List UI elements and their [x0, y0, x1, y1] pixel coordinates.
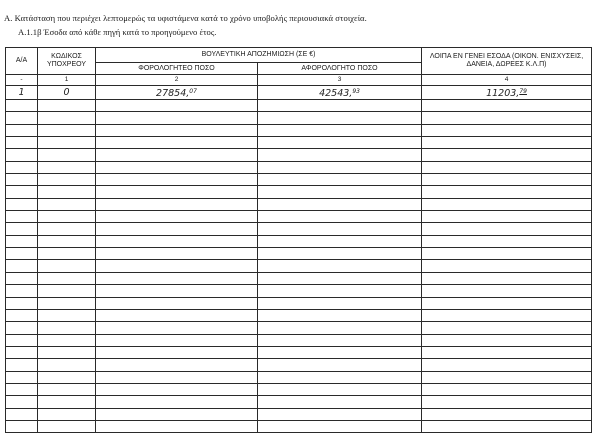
- empty-cell: [96, 137, 258, 149]
- empty-cell: [38, 383, 96, 395]
- column-number-row: [6, 75, 592, 86]
- empty-cell: [6, 112, 38, 124]
- empty-cell: [6, 248, 38, 260]
- empty-cell: [96, 371, 258, 383]
- empty-cell: [422, 100, 592, 112]
- empty-cell: [96, 198, 258, 210]
- empty-cell: [96, 174, 258, 186]
- empty-cell: [38, 124, 96, 136]
- empty-cell: [96, 186, 258, 198]
- empty-cell: [258, 396, 422, 408]
- table-row: [6, 149, 592, 161]
- entry-code: [38, 86, 96, 100]
- empty-cell: [6, 198, 38, 210]
- table-row: [6, 285, 592, 297]
- empty-cell: [422, 371, 592, 383]
- empty-cell: [6, 334, 38, 346]
- header-other-income: ΛΟΙΠΑ ΕΝ ΓΕΝΕΙ ΕΣΟΔΑ (ΟΙΚΟΝ. ΕΝΙΣΧΥΣΕΙΣ, ΔΑΝΕΙΑ, ΔΩΡΕΕΣ Κ.Λ.Π): [422, 48, 592, 75]
- empty-cell: [258, 161, 422, 173]
- empty-cell: [258, 371, 422, 383]
- handwritten-code: 0: [63, 87, 70, 98]
- empty-cell: [258, 137, 422, 149]
- empty-cell: [422, 272, 592, 284]
- empty-cell: [6, 174, 38, 186]
- table-row: [6, 124, 592, 136]
- header-parliament-allowance: ΒΟΥΛΕΥΤΙΚΗ ΑΠΟΖΗΜΙΩΣΗ (ΣΕ €): [96, 48, 422, 63]
- empty-cell: [96, 149, 258, 161]
- subsection-title: A.1.1β Έσοδα από κάθε πηγή κατά το προηγούμενο έτος.: [18, 27, 217, 37]
- empty-cell: [258, 272, 422, 284]
- handwritten-nontaxable-amount: 42543,93: [319, 88, 360, 99]
- handwritten-other-income: 11203,79: [486, 88, 527, 99]
- empty-cell: [422, 297, 592, 309]
- empty-cell: [38, 359, 96, 371]
- empty-cell: [258, 334, 422, 346]
- empty-cell: [96, 211, 258, 223]
- empty-cell: [6, 124, 38, 136]
- column-number: 3: [258, 75, 422, 86]
- table-row: [6, 383, 592, 395]
- header-taxable-amount: ΦΟΡΟΛΟΓΗΤΕΟ ΠΟΣΟ: [96, 63, 258, 75]
- empty-cell: [258, 198, 422, 210]
- empty-cell: [6, 186, 38, 198]
- table-row: [6, 223, 592, 235]
- empty-cell: [6, 309, 38, 321]
- empty-cell: [38, 396, 96, 408]
- table-row: [6, 235, 592, 247]
- empty-cell: [258, 309, 422, 321]
- empty-cell: [258, 124, 422, 136]
- empty-cell: [6, 359, 38, 371]
- table-row: [6, 211, 592, 223]
- empty-cell: [96, 396, 258, 408]
- empty-cell: [38, 100, 96, 112]
- empty-cell: [38, 137, 96, 149]
- empty-cell: [6, 260, 38, 272]
- empty-cell: [6, 272, 38, 284]
- table-row: [6, 112, 592, 124]
- empty-cell: [422, 260, 592, 272]
- empty-cell: [38, 174, 96, 186]
- empty-cell: [422, 198, 592, 210]
- empty-cell: [422, 149, 592, 161]
- column-number: -: [6, 75, 38, 86]
- empty-cell: [38, 322, 96, 334]
- empty-cell: [422, 420, 592, 432]
- empty-cell: [38, 149, 96, 161]
- empty-cell: [6, 371, 38, 383]
- empty-cell: [422, 408, 592, 420]
- empty-cell: [258, 408, 422, 420]
- section-title: A. Κατάσταση που περιέχει λεπτομερώς τα υφιστάμενα κατά το χρόνο υποβολής περιουσιακά στοιχεία.: [4, 13, 367, 23]
- empty-cell: [96, 408, 258, 420]
- header-code: ΚΩΔΙΚΟΣ ΥΠΟΧΡΕΟΥ: [38, 48, 96, 75]
- empty-cell: [422, 174, 592, 186]
- empty-cell: [6, 383, 38, 395]
- header-nontaxable-amount: ΑΦΟΡΟΛΟΓΗΤΟ ΠΟΣΟ: [258, 63, 422, 75]
- empty-cell: [96, 359, 258, 371]
- entry-nontaxable: [258, 86, 422, 100]
- empty-cell: [38, 272, 96, 284]
- empty-cell: [258, 186, 422, 198]
- empty-cell: [258, 112, 422, 124]
- table-row: [6, 248, 592, 260]
- empty-cell: [422, 211, 592, 223]
- empty-cell: [6, 346, 38, 358]
- empty-cell: [258, 346, 422, 358]
- empty-cell: [38, 297, 96, 309]
- empty-cell: [38, 420, 96, 432]
- empty-cell: [422, 322, 592, 334]
- column-number: 4: [422, 75, 592, 86]
- empty-cell: [38, 198, 96, 210]
- table-row: [6, 334, 592, 346]
- empty-cell: [38, 346, 96, 358]
- table-row-entry: [6, 86, 592, 100]
- empty-cell: [38, 371, 96, 383]
- empty-cell: [422, 248, 592, 260]
- table-row: [6, 272, 592, 284]
- empty-cell: [6, 235, 38, 247]
- empty-cell: [96, 383, 258, 395]
- empty-cell: [258, 420, 422, 432]
- empty-cell: [258, 322, 422, 334]
- empty-cell: [258, 248, 422, 260]
- empty-cell: [6, 297, 38, 309]
- empty-cell: [6, 161, 38, 173]
- empty-cell: [258, 149, 422, 161]
- empty-cell: [6, 396, 38, 408]
- empty-cell: [96, 124, 258, 136]
- empty-cell: [258, 285, 422, 297]
- empty-cell: [96, 309, 258, 321]
- entry-other: [422, 86, 592, 100]
- empty-cell: [6, 408, 38, 420]
- empty-cell: [38, 334, 96, 346]
- empty-cell: [96, 285, 258, 297]
- empty-cell: [6, 137, 38, 149]
- empty-cell: [38, 309, 96, 321]
- table-row: [6, 346, 592, 358]
- table-row: [6, 359, 592, 371]
- empty-cell: [258, 211, 422, 223]
- empty-cell: [6, 211, 38, 223]
- empty-cell: [38, 235, 96, 247]
- empty-cell: [6, 420, 38, 432]
- empty-cell: [96, 248, 258, 260]
- empty-cell: [258, 100, 422, 112]
- empty-cell: [96, 260, 258, 272]
- empty-cell: [6, 149, 38, 161]
- empty-cell: [422, 124, 592, 136]
- empty-cell: [38, 211, 96, 223]
- column-number: 2: [96, 75, 258, 86]
- empty-cell: [422, 112, 592, 124]
- empty-cell: [258, 235, 422, 247]
- empty-cell: [96, 100, 258, 112]
- empty-cell: [422, 223, 592, 235]
- empty-cell: [258, 260, 422, 272]
- table-row: [6, 161, 592, 173]
- empty-cell: [38, 112, 96, 124]
- empty-cell: [258, 223, 422, 235]
- empty-cell: [96, 272, 258, 284]
- table-row: [6, 198, 592, 210]
- empty-cell: [38, 161, 96, 173]
- empty-cell: [96, 346, 258, 358]
- empty-cell: [96, 112, 258, 124]
- empty-cell: [258, 174, 422, 186]
- empty-cell: [422, 359, 592, 371]
- empty-cell: [6, 285, 38, 297]
- empty-cell: [38, 260, 96, 272]
- empty-cell: [258, 297, 422, 309]
- table-row: [6, 297, 592, 309]
- empty-cell: [38, 408, 96, 420]
- empty-cell: [6, 100, 38, 112]
- empty-cell: [38, 223, 96, 235]
- header-row: [6, 48, 592, 63]
- handwritten-aa: 1: [18, 87, 25, 98]
- table-row: [6, 396, 592, 408]
- empty-cell: [6, 322, 38, 334]
- column-number: 1: [38, 75, 96, 86]
- empty-cell: [422, 383, 592, 395]
- empty-cell: [422, 285, 592, 297]
- table-row: [6, 322, 592, 334]
- empty-cell: [96, 161, 258, 173]
- empty-cell: [96, 235, 258, 247]
- empty-cell: [422, 309, 592, 321]
- table-row: [6, 186, 592, 198]
- empty-cell: [422, 346, 592, 358]
- empty-cell: [422, 186, 592, 198]
- header-aa: Α/Α: [6, 48, 38, 75]
- table-row: [6, 420, 592, 432]
- empty-cell: [96, 322, 258, 334]
- table-row: [6, 371, 592, 383]
- income-table: [5, 47, 592, 433]
- empty-cell: [96, 420, 258, 432]
- empty-cell: [422, 137, 592, 149]
- empty-cell: [38, 285, 96, 297]
- empty-cell: [38, 186, 96, 198]
- empty-cell: [258, 359, 422, 371]
- empty-cell: [96, 334, 258, 346]
- empty-cell: [422, 235, 592, 247]
- table-row: [6, 408, 592, 420]
- empty-cell: [38, 248, 96, 260]
- empty-cell: [422, 161, 592, 173]
- table-row: [6, 260, 592, 272]
- entry-taxable: [96, 86, 258, 100]
- empty-cell: [96, 223, 258, 235]
- empty-cell: [422, 396, 592, 408]
- entry-aa: [6, 86, 38, 100]
- table-row: [6, 174, 592, 186]
- empty-cell: [258, 383, 422, 395]
- handwritten-taxable-amount: 27854,07: [156, 88, 197, 99]
- table-row: [6, 309, 592, 321]
- empty-cell: [6, 223, 38, 235]
- empty-cell: [96, 297, 258, 309]
- empty-cell: [422, 334, 592, 346]
- table-row: [6, 100, 592, 112]
- table-row: [6, 137, 592, 149]
